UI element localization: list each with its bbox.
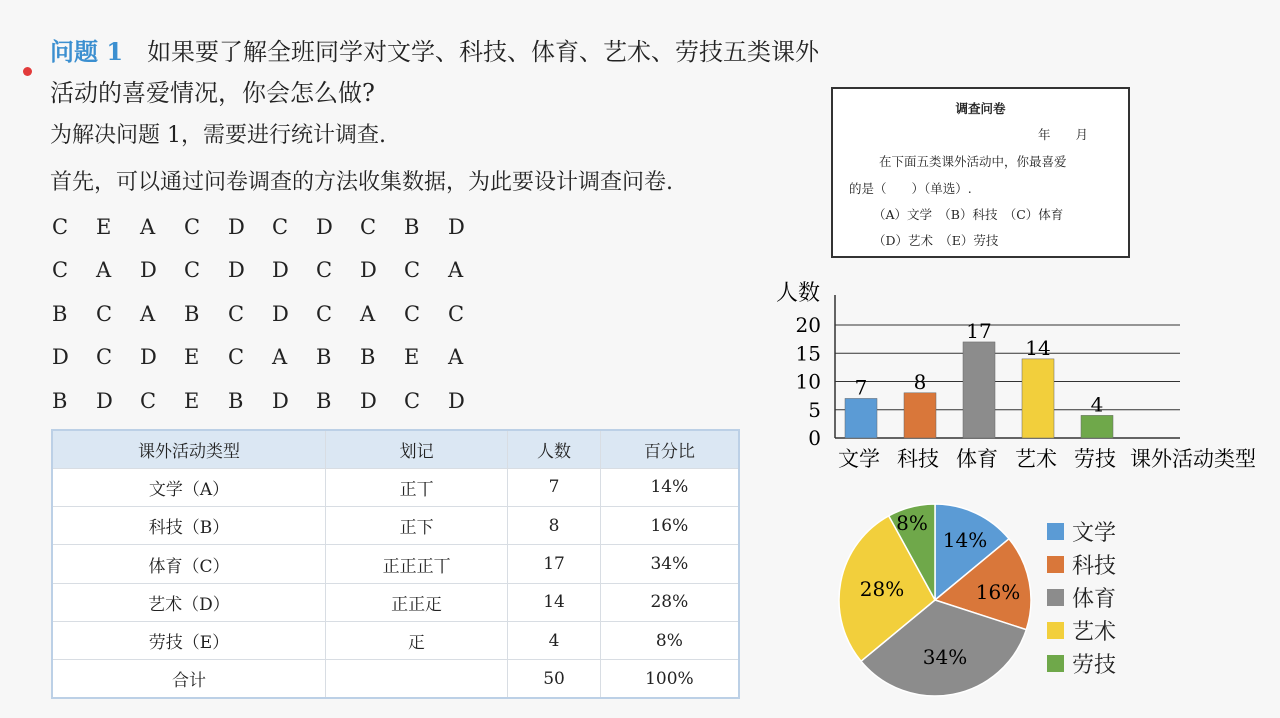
pie-slice-label: 34% (922, 645, 968, 669)
letter: D (140, 345, 157, 370)
table-cell: 劳技（E） (52, 621, 325, 659)
question-text: 如果要了解全班同学对文学、科技、体育、艺术、劳技五类课外 (147, 38, 820, 66)
letter: D (228, 214, 245, 239)
letter: D (96, 388, 113, 413)
letter: A (140, 214, 156, 239)
table-cell: 4 (508, 621, 600, 659)
table-cell: 8 (508, 507, 600, 545)
letter: C (360, 214, 377, 239)
x-tick-label: 劳技 (1074, 447, 1116, 471)
bar (1022, 359, 1054, 438)
legend-item (1047, 548, 1116, 581)
letter: C (316, 258, 333, 283)
letter: C (228, 345, 245, 370)
y-tick-label: 10 (795, 369, 821, 394)
pie-legend (1047, 515, 1116, 680)
letter: C (272, 214, 289, 239)
table-cell: 艺术（D） (52, 583, 325, 621)
bar-value-label: 4 (1090, 392, 1104, 417)
table-cell: 正正正丅 (325, 545, 507, 583)
col-header: 划记 (325, 430, 507, 468)
letter: D (272, 301, 289, 326)
letter: B (52, 388, 68, 413)
letter: D (360, 388, 377, 413)
table-cell: 16% (600, 507, 739, 545)
letter: C (52, 258, 69, 283)
survey-options-2: （D）艺术 （E）劳技 (873, 233, 999, 248)
letter: E (184, 345, 200, 370)
letter: C (316, 301, 333, 326)
x-tick-label: 艺术 (1015, 447, 1057, 471)
table-cell: 14 (508, 583, 600, 621)
letter: E (184, 388, 200, 413)
pie-slice-label: 16% (975, 580, 1021, 604)
letter: C (52, 214, 69, 239)
question-label: 问题 1 (50, 37, 124, 66)
letter: D (316, 214, 333, 239)
letter: A (96, 258, 112, 283)
letter: D (272, 258, 289, 283)
bar (963, 342, 995, 438)
y-tick-label: 15 (795, 341, 821, 366)
legend-label: 科技 (1072, 554, 1117, 579)
x-tick-label: 体育 (956, 447, 998, 471)
letter: A (272, 345, 288, 370)
y-tick-label: 20 (795, 313, 821, 337)
survey-prompt-2: 的是（ ）（单选）. (849, 181, 972, 196)
letter: B (184, 301, 200, 326)
letter: B (360, 345, 376, 370)
table-cell: 合计 (52, 660, 325, 698)
bar-value-label: 8 (913, 369, 927, 394)
legend-swatch (1047, 589, 1064, 606)
table-cell: 体育（C） (52, 545, 325, 583)
bar (904, 393, 936, 438)
table-cell: 正丅 (325, 468, 507, 506)
letter: C (404, 258, 421, 283)
survey-options-1: （A）文学 （B）科技 （C）体育 (873, 207, 1064, 222)
survey-prompt-1: 在下面五类课外活动中，你最喜爱 (879, 154, 1067, 169)
letter: C (184, 258, 201, 283)
letter: C (404, 301, 421, 326)
bar-value-label: 7 (854, 375, 868, 400)
table-cell: 28% (600, 583, 739, 621)
letter: C (96, 301, 113, 326)
table-cell: 14% (600, 468, 739, 506)
bar (1081, 415, 1113, 438)
table-cell: 34% (600, 545, 739, 583)
pie-slice-label: 14% (942, 528, 988, 552)
legend-item (1047, 581, 1116, 614)
legend-swatch (1047, 556, 1064, 573)
legend-swatch (1047, 523, 1064, 540)
x-tick-label: 科技 (897, 447, 939, 471)
letter: D (228, 258, 245, 283)
bar-value-label: 14 (1025, 335, 1051, 360)
letter: B (228, 388, 244, 413)
letter: B (316, 345, 332, 370)
table-cell: 8% (600, 621, 739, 659)
legend-swatch (1047, 622, 1064, 639)
pie-slice-label: 28% (859, 577, 905, 601)
table-cell: 17 (508, 545, 600, 583)
table-cell: 7 (508, 468, 600, 506)
letter: C (404, 388, 421, 413)
letter: A (140, 301, 156, 326)
legend-label: 劳技 (1072, 653, 1117, 678)
bar-value-label: 17 (966, 318, 992, 343)
letter: B (404, 214, 420, 239)
col-header: 人数 (508, 430, 600, 468)
legend-item (1047, 614, 1116, 647)
col-header: 百分比 (600, 430, 739, 468)
text-line-4: 首先，可以通过问卷调查的方法收集数据，为此要设计调查问卷. (50, 170, 673, 195)
table-cell: 正下 (325, 507, 507, 545)
letter: C (448, 301, 465, 326)
text-line-3: 为解决问题 1，需要进行统计调查. (50, 123, 386, 148)
legend-swatch (1047, 655, 1064, 672)
col-header: 课外活动类型 (52, 430, 325, 468)
letter: B (52, 301, 68, 326)
bar (845, 398, 877, 438)
legend-label: 文学 (1072, 521, 1117, 546)
table-cell: 正正𤴓 (325, 583, 507, 621)
letter: C (140, 388, 157, 413)
x-axis-label: 课外活动类型 (1130, 447, 1256, 471)
survey-date: 年 月 (1038, 127, 1089, 142)
table-cell: 文学（A） (52, 468, 325, 506)
letter: D (448, 214, 465, 239)
survey-title: 调查问卷 (955, 101, 1006, 116)
y-axis-label: 人数 (776, 281, 821, 306)
letter: E (404, 345, 420, 370)
table-cell: 科技（B） (52, 507, 325, 545)
letter: A (360, 301, 376, 326)
letter: A (448, 258, 464, 283)
pie-slice-label: 8% (896, 511, 928, 535)
letter: C (96, 345, 113, 370)
y-tick-label: 0 (808, 426, 821, 450)
x-tick-label: 文学 (838, 447, 880, 471)
letter: D (448, 388, 465, 413)
y-tick-label: 5 (808, 397, 821, 422)
question-line-2: 活动的喜爱情况，你会怎么做? (50, 79, 375, 107)
table-cell: 100% (600, 660, 739, 698)
letter: E (96, 214, 112, 239)
letter: C (184, 214, 201, 239)
letter: C (228, 301, 245, 326)
letter: A (448, 345, 464, 370)
letter: D (52, 345, 69, 370)
legend-label: 体育 (1072, 587, 1117, 612)
letter: D (140, 258, 157, 283)
letter: D (360, 258, 377, 283)
legend-item (1047, 647, 1116, 680)
legend-item (1047, 515, 1116, 548)
letter: B (316, 388, 332, 413)
legend-label: 艺术 (1072, 620, 1117, 645)
table-cell: 50 (508, 660, 600, 698)
table-cell: 𤴓 (325, 621, 507, 659)
letter: D (272, 388, 289, 413)
